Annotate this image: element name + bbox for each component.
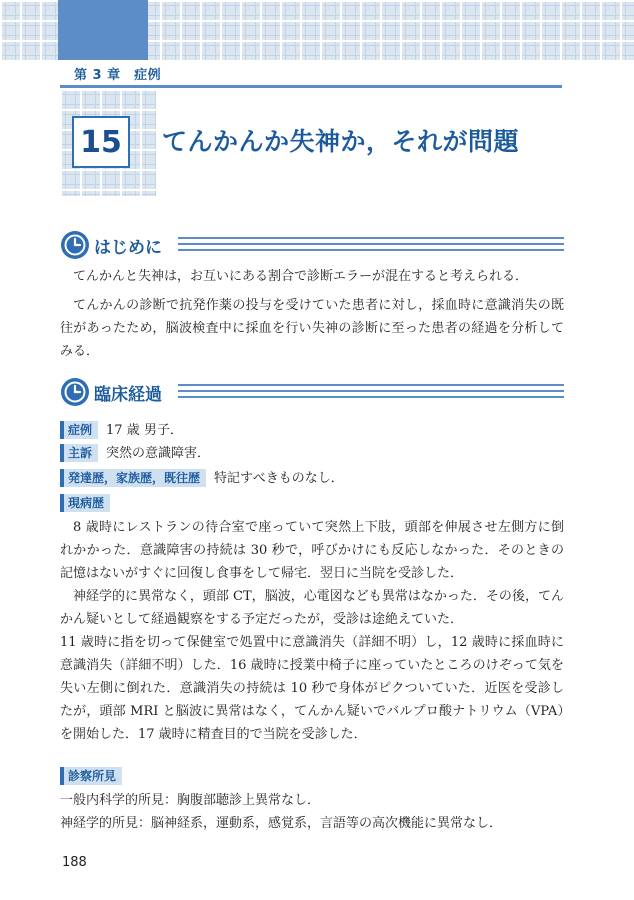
clock-icon bbox=[60, 230, 90, 260]
case-title: てんかんか失神か，それが問題 bbox=[162, 127, 520, 156]
case-line bbox=[60, 420, 183, 442]
present-illness-paragraph: 神経学的に異常なく，頭部 CT，脳波，心電図なども異常はなかった．その後，てんかん疑いとして経過観察をする予定だったが，受診は途絶えていた． bbox=[60, 589, 564, 627]
history-text: 特記すべきものなし． bbox=[214, 471, 344, 486]
section-title-intro: はじめに bbox=[94, 238, 162, 258]
clock-icon bbox=[60, 377, 90, 407]
complaint-tag: 主訴 bbox=[60, 444, 98, 462]
exam-tag: 診察所見 bbox=[60, 767, 122, 785]
exam-finding: 一般内科学的所見：胸腹部聴診上異常なし． bbox=[60, 793, 321, 808]
header-accent-block bbox=[58, 0, 148, 60]
section-rule bbox=[178, 384, 564, 398]
case-number-box bbox=[72, 116, 130, 168]
present-illness-tag: 現病歴 bbox=[60, 494, 110, 512]
case-text: 17 歳 男子． bbox=[106, 423, 183, 438]
case-tag: 症例 bbox=[60, 421, 98, 439]
complaint-line bbox=[60, 443, 210, 465]
page-number: 188 bbox=[62, 855, 87, 870]
chapter-label: 第 3 章 症例 bbox=[74, 68, 162, 83]
section-heading-clinical bbox=[60, 377, 564, 407]
present-illness-paragraph: 11 歳時に指を切って保健室で処置中に意識消失（詳細不明）し，12 歳時に採血時に意識消失（詳細不明）した．16 歳時に授業中椅子に座っていたところのけぞって気を失い左側に倒れた．意識消失の持続は 10 秒で身体がピクついていた．近医を受診したが，頭部 MRI と脳波に異常はなく，てんかん疑いでバルプロ酸ナトリウム（VPA）を開始した．17 歳時に精査目的で当院を受診した． bbox=[60, 635, 564, 742]
case-number: 15 bbox=[80, 124, 122, 160]
section-title-clinical: 臨床経過 bbox=[94, 385, 162, 405]
chapter-rule bbox=[60, 85, 562, 88]
complaint-text: 突然の意識障害． bbox=[106, 446, 211, 461]
intro-paragraph: てんかんと失神は，お互いにある割合で診断エラーが混在すると考えられる． bbox=[73, 269, 529, 284]
exam-line bbox=[60, 766, 130, 788]
exam-finding: 神経学的所見：脳神経系，運動系，感覚系，言語等の高次機能に異常なし． bbox=[60, 816, 503, 831]
history-tag: 発達歴，家族歴，既往歴 bbox=[60, 469, 206, 487]
section-heading-intro bbox=[60, 230, 564, 260]
history-line bbox=[60, 468, 344, 490]
present-illness-line bbox=[60, 493, 118, 515]
present-illness-paragraph: 8 歳時にレストランの待合室で座っていて突然上下肢，頭部を伸展させ左側方に倒れかかった．意識障害の持続は 30 秒で，呼びかけにも反応しなかった．そのときの記憶はないがすぐに回復し食事をして帰宅．翌日に当院を受診した． bbox=[60, 520, 564, 581]
section-rule bbox=[178, 237, 564, 251]
intro-paragraph: てんかんの診断で抗発作薬の投与を受けていた患者に対し，採血時に意識消失の既往があったため，脳波検査中に採血を行い失神の診断に至った患者の経過を分析してみる． bbox=[60, 298, 564, 359]
